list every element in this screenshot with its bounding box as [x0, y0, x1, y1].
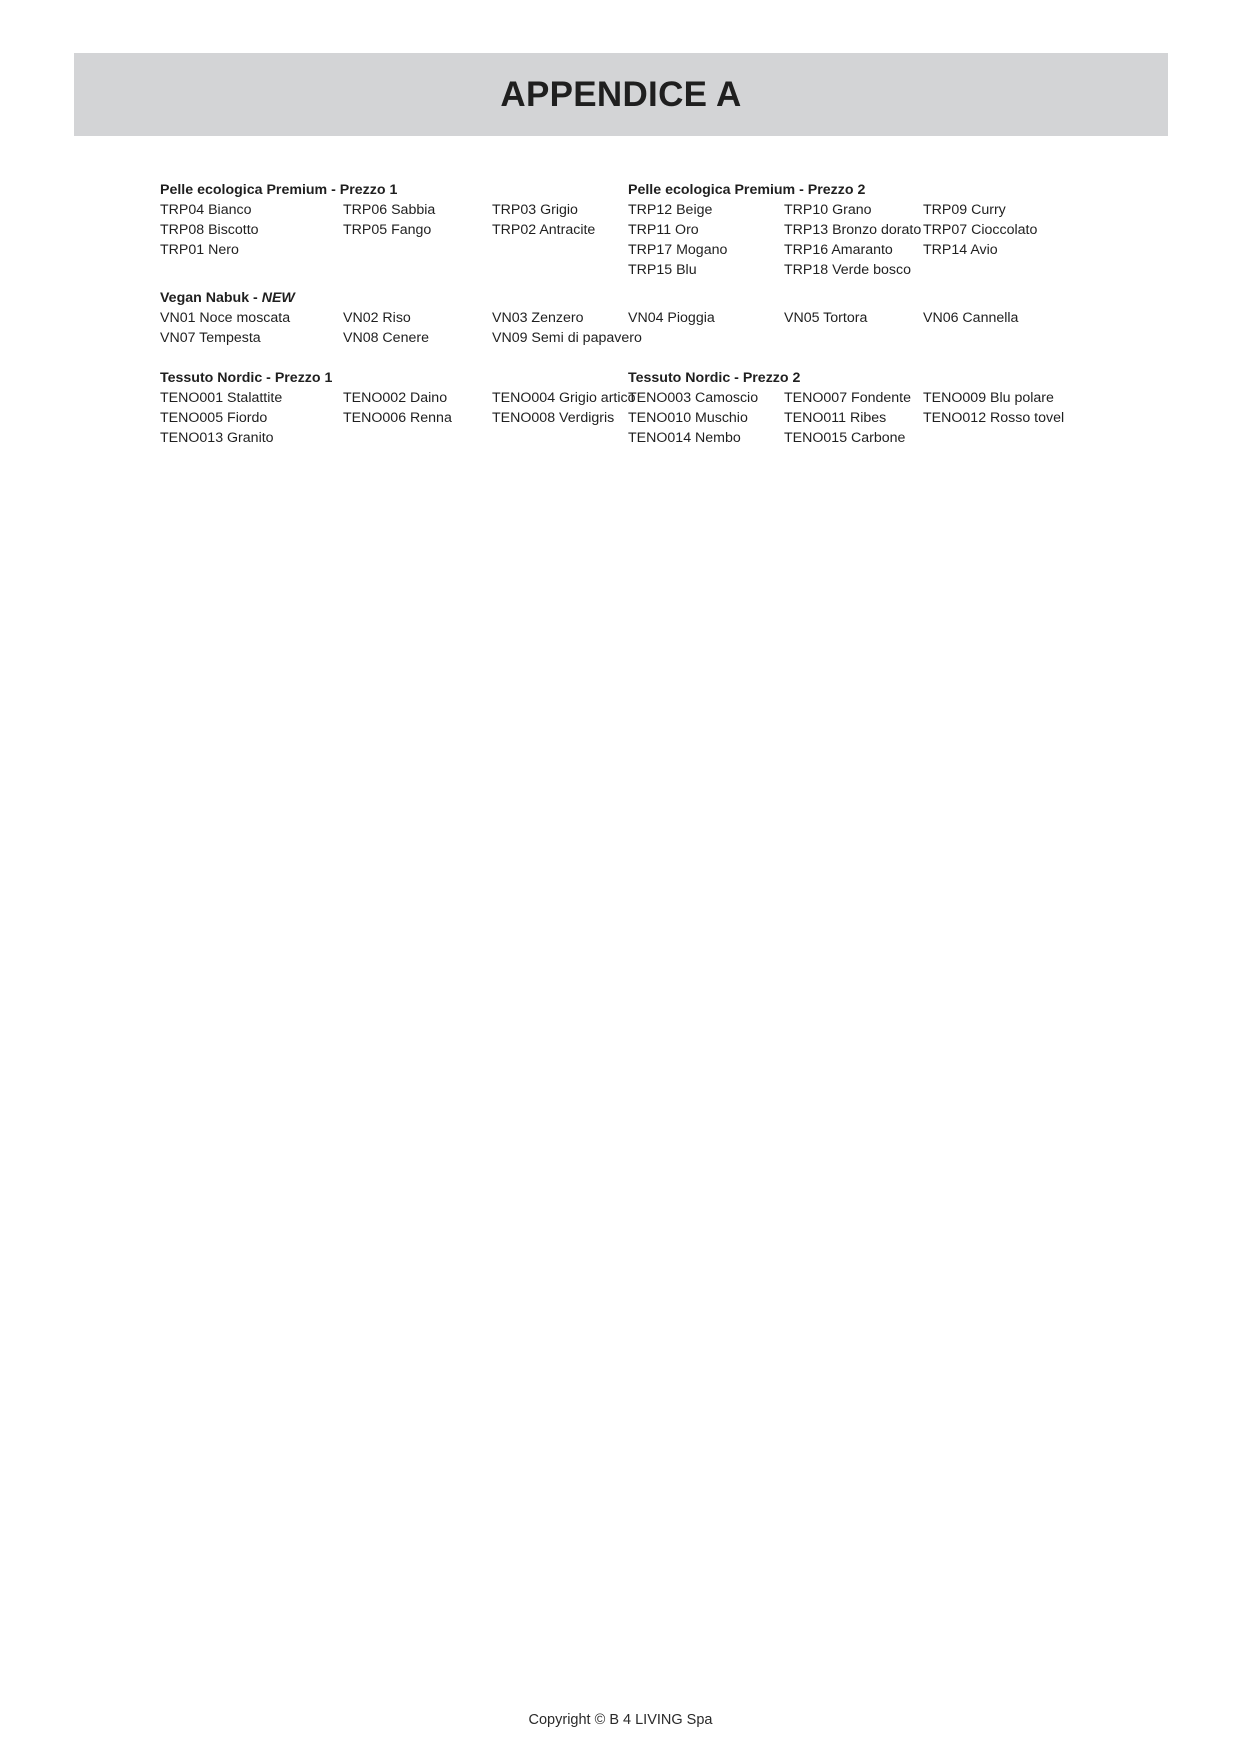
page-title: APPENDICE A — [500, 74, 742, 114]
list-item: TENO004 Grigio artico — [492, 390, 636, 406]
new-badge: NEW — [261, 290, 295, 306]
list-item: TRP15 Blu — [628, 262, 697, 278]
list-item: TENO001 Stalattite — [160, 390, 283, 406]
section-title-vegan-nabuk — [160, 288, 295, 308]
list-item: TENO009 Blu polare — [923, 390, 1054, 406]
list-item: VN05 Tortora — [784, 310, 868, 326]
section-title-pelle-prezzo-1: Pelle ecologica Premium - Prezzo 1 — [160, 182, 398, 198]
list-item: TRP14 Avio — [923, 242, 998, 258]
list-item: TRP16 Amaranto — [784, 242, 893, 258]
list-item: TENO003 Camoscio — [628, 390, 759, 406]
list-item: TENO008 Verdigris — [492, 410, 615, 426]
list-item: TRP07 Cioccolato — [923, 222, 1038, 238]
list-item: VN06 Cannella — [923, 310, 1019, 326]
list-item: VN04 Pioggia — [628, 310, 715, 326]
list-item: TRP06 Sabbia — [343, 202, 436, 218]
list-item: TENO005 Fiordo — [160, 410, 268, 426]
list-item: TENO007 Fondente — [784, 390, 911, 406]
list-item: VN08 Cenere — [343, 330, 429, 346]
list-item: TRP08 Biscotto — [160, 222, 259, 238]
list-item: TRP04 Bianco — [160, 202, 252, 218]
list-item: TRP12 Beige — [628, 202, 713, 218]
list-item: TENO011 Ribes — [784, 410, 887, 426]
list-item: VN02 Riso — [343, 310, 411, 326]
list-item: TENO015 Carbone — [784, 430, 906, 446]
list-item: TRP01 Nero — [160, 242, 239, 258]
list-item: TRP18 Verde bosco — [784, 262, 911, 278]
list-item: TENO013 Granito — [160, 430, 274, 446]
list-item: VN07 Tempesta — [160, 330, 261, 346]
list-item: TENO010 Muschio — [628, 410, 748, 426]
list-item: TRP10 Grano — [784, 202, 872, 218]
section-title-pelle-prezzo-2: Pelle ecologica Premium - Prezzo 2 — [628, 182, 866, 198]
copyright-footer: Copyright © B 4 LIVING Spa — [528, 1712, 713, 1728]
list-item: VN01 Noce moscata — [160, 310, 291, 326]
list-item: TRP02 Antracite — [492, 222, 596, 238]
list-item: TRP17 Mogano — [628, 242, 728, 258]
list-item: TENO012 Rosso tovel — [923, 410, 1065, 426]
list-item: TENO006 Renna — [343, 410, 452, 426]
list-item: TRP11 Oro — [628, 222, 699, 238]
section-title-nordic-prezzo-2: Tessuto Nordic - Prezzo 2 — [628, 370, 801, 386]
list-item: VN09 Semi di papavero — [492, 330, 642, 346]
section-title-nordic-prezzo-1: Tessuto Nordic - Prezzo 1 — [160, 370, 333, 386]
list-item: TRP13 Bronzo dorato — [784, 222, 922, 238]
vegan-title-text: Vegan Nabuk - — [160, 290, 262, 306]
list-item: VN03 Zenzero — [492, 310, 584, 326]
list-item: TRP05 Fango — [343, 222, 432, 238]
list-item: TRP09 Curry — [923, 202, 1006, 218]
appendix-banner — [74, 53, 1168, 136]
list-item: TRP03 Grigio — [492, 202, 578, 218]
list-item: TENO002 Daino — [343, 390, 448, 406]
list-item: TENO014 Nembo — [628, 430, 741, 446]
